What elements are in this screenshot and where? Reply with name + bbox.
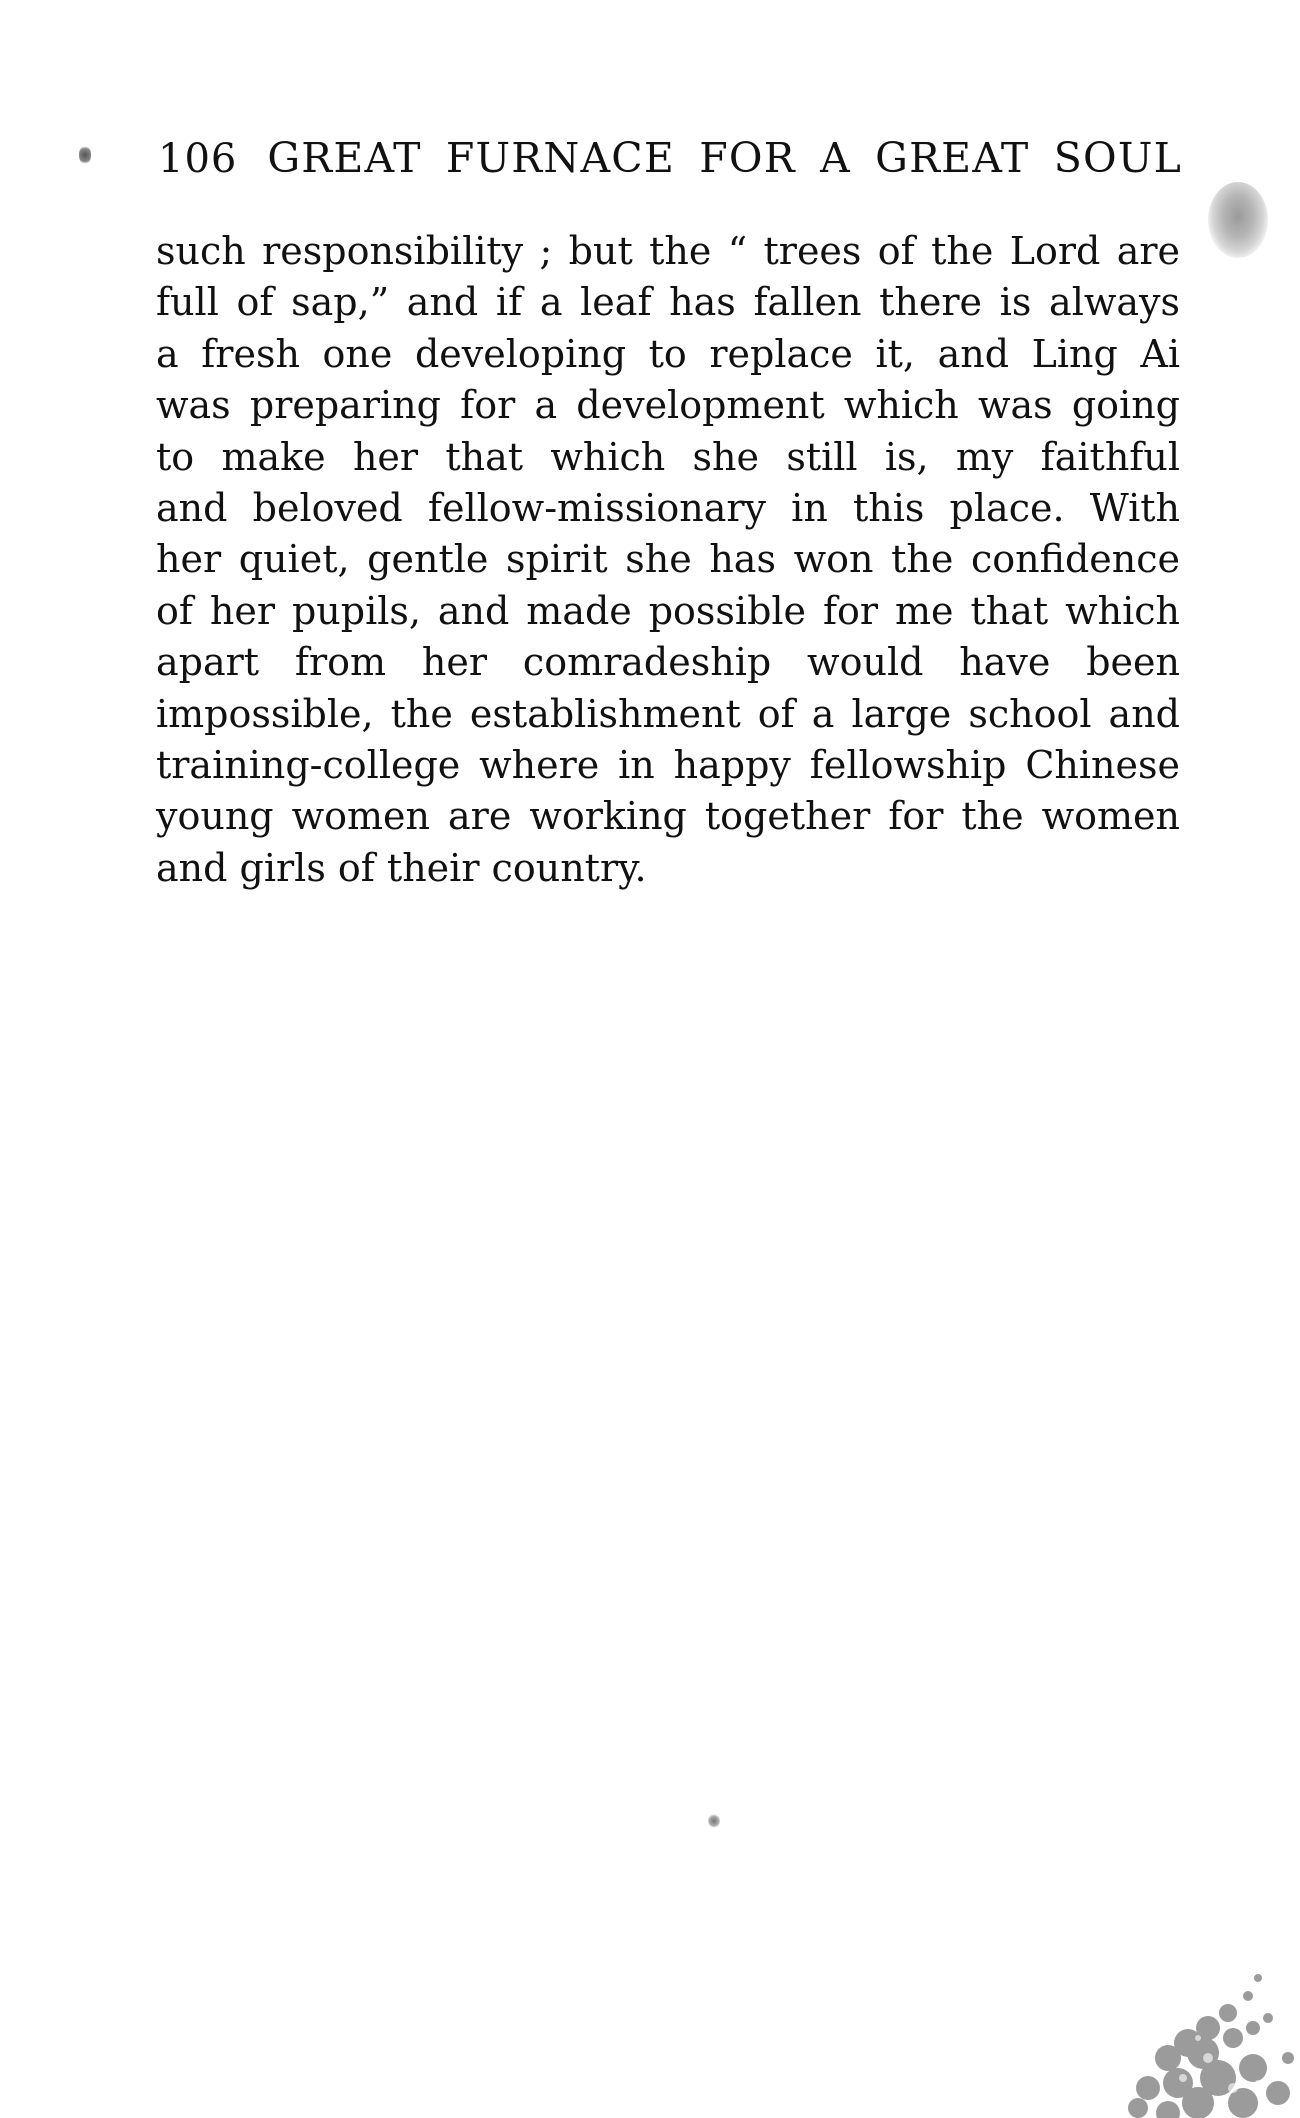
text-line: impossible, the establishment of a large school and: [156, 691, 1180, 736]
text-line: such responsibility ; but the “ trees of the Lord are: [156, 229, 1180, 273]
text-line: and girls of their country.: [156, 845, 647, 890]
ink-speck: [708, 1814, 720, 1828]
paper-stain: [1108, 1958, 1300, 2118]
text-line: a fresh one developing to replace it, and Ling Ai: [156, 331, 1180, 376]
body-paragraph: [156, 226, 1180, 894]
running-head: [158, 134, 1182, 182]
text-line: training-college where in happy fellowship Chinese: [156, 742, 1180, 787]
text-line: was preparing for a development which was going: [156, 383, 1180, 428]
text-line: full of sap,” and if a leaf has fallen there is always: [156, 280, 1180, 325]
page-number: 106: [158, 136, 238, 182]
text-line: to make her that which she still is, my faithful: [156, 434, 1180, 479]
text-line: of her pupils, and made possible for me that which: [156, 588, 1180, 633]
ink-smudge: [1208, 182, 1268, 258]
text-line: her quiet, gentle spirit she has won the confidence: [156, 537, 1180, 582]
ink-speck: [79, 145, 91, 165]
text-line: apart from her comradeship would have been: [156, 640, 1180, 685]
text-line: young women are working together for the women: [156, 794, 1180, 839]
text-line: and beloved fellow-missionary in this place. With: [156, 485, 1180, 530]
running-title: GREAT FURNACE FOR A GREAT SOUL: [267, 134, 1182, 182]
